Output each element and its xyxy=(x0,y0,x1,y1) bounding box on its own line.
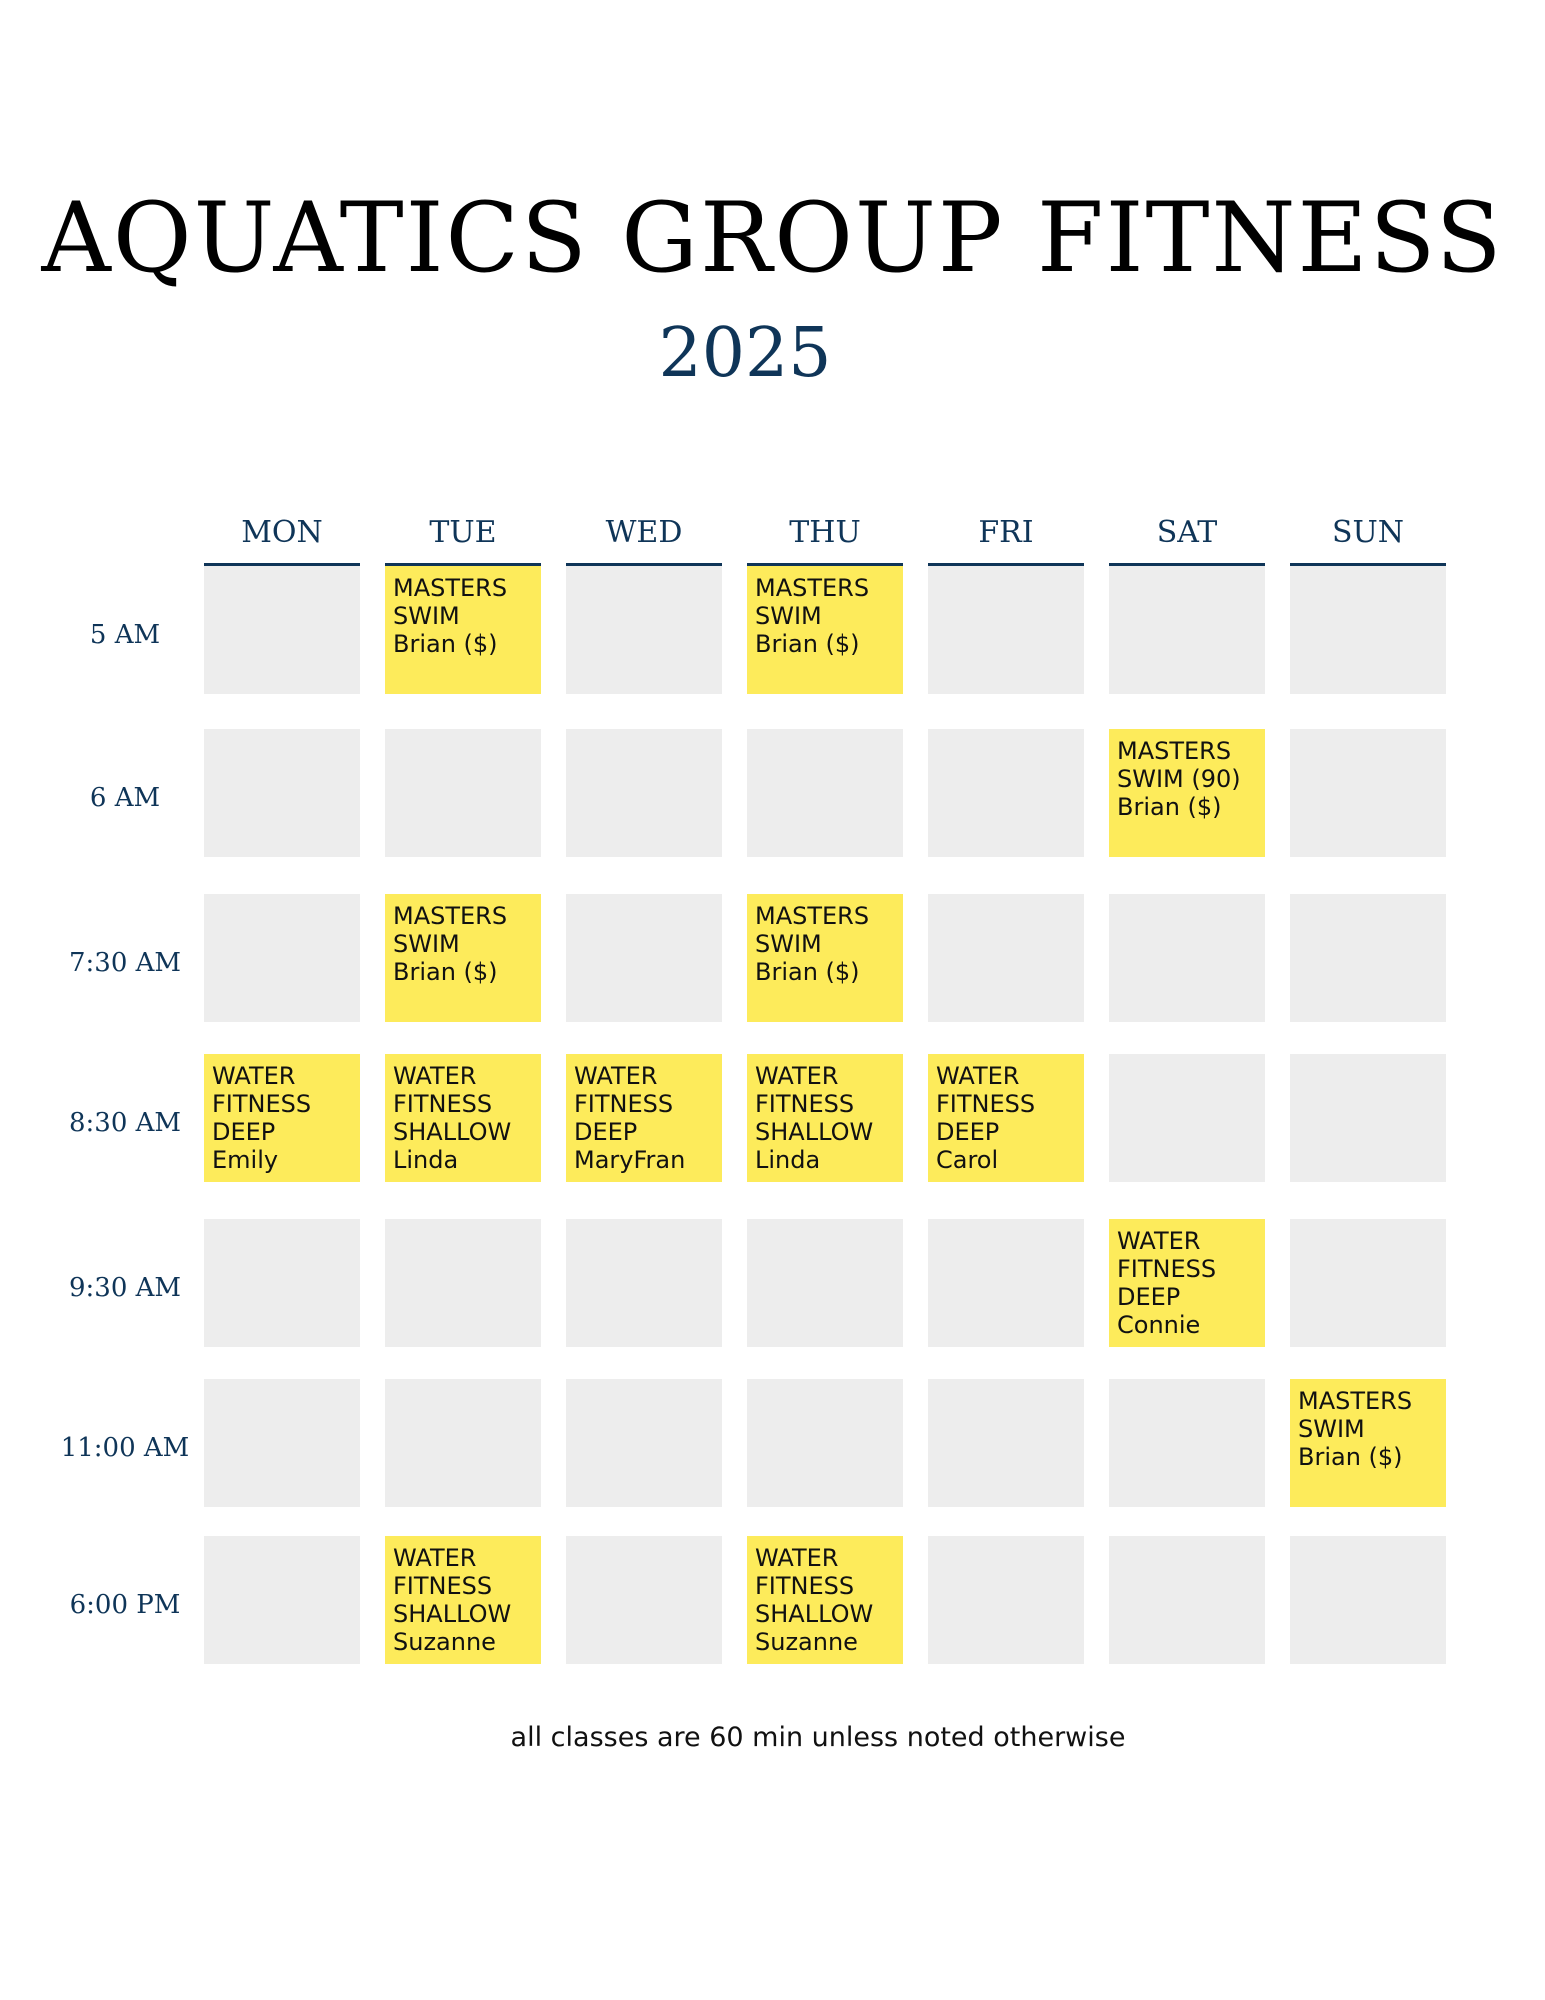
class-label: WATER FITNESS DEEP MaryFran xyxy=(574,1062,686,1174)
empty-slot xyxy=(928,566,1084,694)
class-label: WATER FITNESS SHALLOW Linda xyxy=(755,1062,874,1174)
time-label: 7:30 AM xyxy=(68,948,182,978)
empty-slot xyxy=(1290,1219,1446,1347)
empty-slot xyxy=(204,729,360,857)
class-label: WATER FITNESS SHALLOW Suzanne xyxy=(755,1544,874,1656)
empty-slot xyxy=(1290,566,1446,694)
class-block xyxy=(566,1054,722,1182)
class-block xyxy=(385,894,541,1022)
empty-slot xyxy=(566,1219,722,1347)
class-block xyxy=(385,566,541,694)
class-block xyxy=(385,1536,541,1664)
empty-slot xyxy=(566,894,722,1022)
day-header-wed: WED xyxy=(605,515,683,550)
empty-slot xyxy=(928,894,1084,1022)
footnote: all classes are 60 min unless noted otherwise xyxy=(510,1722,1126,1753)
day-header-tue: TUE xyxy=(429,515,497,550)
time-label: 8:30 AM xyxy=(68,1108,182,1138)
empty-slot xyxy=(204,1219,360,1347)
class-label: WATER FITNESS DEEP Connie xyxy=(1117,1227,1217,1339)
class-block xyxy=(747,1054,903,1182)
class-label: MASTERS SWIM Brian ($) xyxy=(755,574,870,658)
class-label: WATER FITNESS SHALLOW Suzanne xyxy=(393,1544,512,1656)
empty-slot xyxy=(204,1379,360,1507)
empty-slot xyxy=(928,1379,1084,1507)
day-header-sat: SAT xyxy=(1156,515,1218,550)
class-block xyxy=(747,1536,903,1664)
empty-slot xyxy=(747,1219,903,1347)
class-block xyxy=(928,1054,1084,1182)
empty-slot xyxy=(1290,1054,1446,1182)
class-label: MASTERS SWIM Brian ($) xyxy=(393,902,508,986)
empty-slot xyxy=(928,1536,1084,1664)
day-header-sun: SUN xyxy=(1331,515,1405,550)
time-label: 5 AM xyxy=(89,620,161,650)
class-label: MASTERS SWIM (90) Brian ($) xyxy=(1117,737,1241,821)
empty-slot xyxy=(385,1219,541,1347)
time-label: 6:00 PM xyxy=(69,1590,181,1620)
empty-slot xyxy=(747,729,903,857)
empty-slot xyxy=(928,729,1084,857)
empty-slot xyxy=(385,1379,541,1507)
class-label: MASTERS SWIM Brian ($) xyxy=(393,574,508,658)
class-block xyxy=(747,566,903,694)
class-block xyxy=(1109,1219,1265,1347)
schedule-year: 2025 xyxy=(658,314,832,393)
day-header-mon: MON xyxy=(241,515,323,550)
empty-slot xyxy=(1290,894,1446,1022)
empty-slot xyxy=(1109,1536,1265,1664)
empty-slot xyxy=(1290,1536,1446,1664)
class-block xyxy=(1109,729,1265,857)
day-header-fri: FRI xyxy=(978,515,1034,550)
time-label: 6 AM xyxy=(89,783,161,813)
page-title: AQUATICS GROUP FITNESS xyxy=(41,182,1504,294)
class-label: MASTERS SWIM Brian ($) xyxy=(755,902,870,986)
class-block xyxy=(204,1054,360,1182)
empty-slot xyxy=(204,894,360,1022)
empty-slot xyxy=(1109,1379,1265,1507)
empty-slot xyxy=(204,566,360,694)
empty-slot xyxy=(566,1536,722,1664)
empty-slot xyxy=(747,1379,903,1507)
empty-slot xyxy=(1109,1054,1265,1182)
class-label: WATER FITNESS SHALLOW Linda xyxy=(393,1062,512,1174)
class-label: MASTERS SWIM Brian ($) xyxy=(1298,1387,1413,1471)
class-label: WATER FITNESS DEEP Carol xyxy=(936,1062,1036,1174)
empty-slot xyxy=(1290,729,1446,857)
empty-slot xyxy=(204,1536,360,1664)
time-label: 11:00 AM xyxy=(60,1433,190,1463)
day-header-thu: THU xyxy=(789,515,861,550)
empty-slot xyxy=(566,729,722,857)
empty-slot xyxy=(928,1219,1084,1347)
empty-slot xyxy=(566,1379,722,1507)
empty-slot xyxy=(1109,566,1265,694)
time-label: 9:30 AM xyxy=(68,1273,182,1303)
empty-slot xyxy=(566,566,722,694)
class-label: WATER FITNESS DEEP Emily xyxy=(212,1062,312,1174)
class-block xyxy=(385,1054,541,1182)
empty-slot xyxy=(385,729,541,857)
class-block xyxy=(1290,1379,1446,1507)
class-block xyxy=(747,894,903,1022)
empty-slot xyxy=(1109,894,1265,1022)
